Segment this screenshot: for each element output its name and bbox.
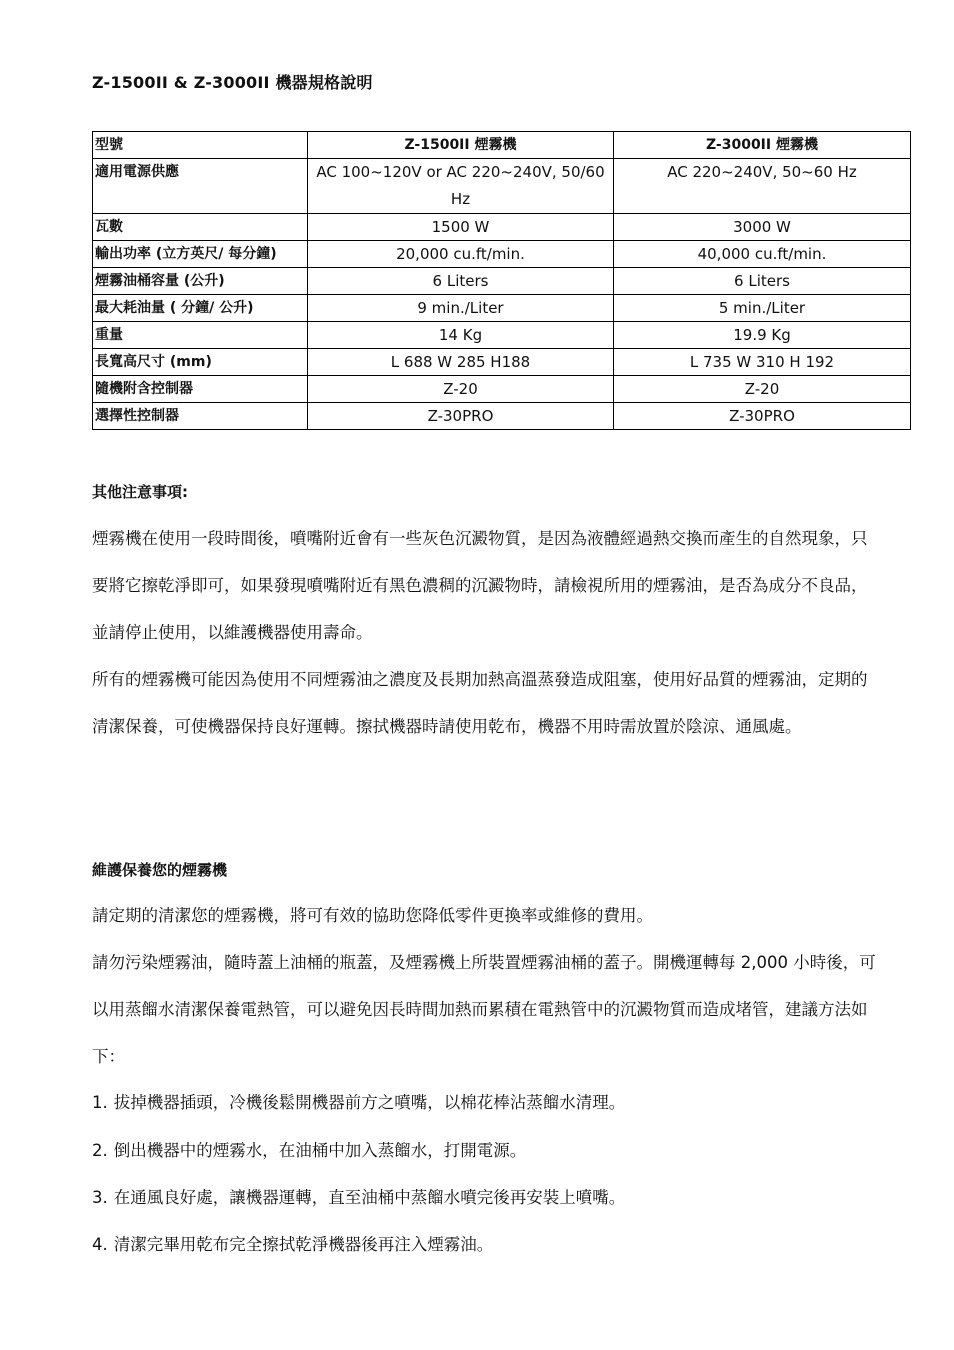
table-cell: 14 Kg (308, 322, 614, 349)
table-row (93, 349, 911, 376)
step-text: 在通風良好處，讓機器運轉，直至油桶中蒸餾水噴完後再安裝上噴嘴。 (113, 1188, 626, 1207)
table-cell: L 688 W 285 H188 (308, 349, 614, 376)
table-cell: 40,000 cu.ft/min. (614, 241, 911, 268)
table-cell: AC 220~240V, 50~60 Hz (614, 159, 911, 214)
table-row-label: 最大耗油量 ( 分鐘/ 公升) (93, 295, 308, 322)
step-number: 4. (92, 1235, 108, 1254)
maintenance-step (92, 1233, 882, 1257)
table-cell: AC 100~120V or AC 220~240V, 50/60 Hz (308, 159, 614, 214)
maintenance-step (92, 1186, 882, 1210)
table-cell: Z-20 (308, 376, 614, 403)
table-cell: Z-30PRO (614, 403, 911, 430)
table-row (93, 159, 911, 214)
table-header-cell: 型號 (93, 132, 308, 159)
table-cell: L 735 W 310 H 192 (614, 349, 911, 376)
table-row-label: 長寬高尺寸 (mm) (93, 349, 308, 376)
table-row (93, 268, 911, 295)
spec-table (92, 131, 911, 430)
table-header-row (93, 132, 911, 159)
table-row-label: 輸出功率 (立方英尺/ 每分鐘) (93, 241, 308, 268)
table-cell: Z-20 (614, 376, 911, 403)
step-text: 倒出機器中的煙霧水，在油桶中加入蒸餾水，打開電源。 (113, 1141, 527, 1160)
table-row (93, 241, 911, 268)
notes-paragraph: 所有的煙霧機可能因為使用不同煙霧油之濃度及長期加熱高溫蒸發造成阻塞，使用好品質的煙霧油，定期的清潔保養，可使機器保持良好運轉。擦拭機器時請使用乾布，機器不用時需放置於陰涼、通風處。 (92, 670, 868, 736)
table-row-label: 煙霧油桶容量 (公升) (93, 268, 308, 295)
table-cell: 3000 W (614, 214, 911, 241)
table-row-label: 重量 (93, 322, 308, 349)
table-cell: 9 min./Liter (308, 295, 614, 322)
table-header-cell: Z-3000II 煙霧機 (614, 132, 911, 159)
table-cell: 1500 W (308, 214, 614, 241)
table-cell: 6 Liters (308, 268, 614, 295)
table-cell: 20,000 cu.ft/min. (308, 241, 614, 268)
maintenance-section-title: 維護保養您的煙霧機 (92, 861, 228, 879)
maintenance-step (92, 1091, 882, 1115)
table-row-label: 隨機附含控制器 (93, 376, 308, 403)
table-row (93, 295, 911, 322)
table-cell: 6 Liters (614, 268, 911, 295)
table-row-label: 選擇性控制器 (93, 403, 308, 430)
step-number: 3. (92, 1188, 108, 1207)
table-cell: 5 min./Liter (614, 295, 911, 322)
table-row (93, 376, 911, 403)
table-row-label: 瓦數 (93, 214, 308, 241)
table-header-cell: Z-1500II 煙霧機 (308, 132, 614, 159)
table-row (93, 214, 911, 241)
table-row-label: 適用電源供應 (93, 159, 308, 214)
step-number: 1. (92, 1093, 108, 1112)
table-row (93, 403, 911, 430)
step-text: 拔掉機器插頭，冷機後鬆開機器前方之噴嘴，以棉花棒沾蒸餾水清理。 (113, 1093, 626, 1112)
maintenance-step (92, 1139, 882, 1163)
table-row (93, 322, 911, 349)
maintenance-paragraph: 請定期的清潔您的煙霧機，將可有效的協助您降低零件更換率或維修的費用。 (92, 906, 653, 925)
step-text: 清潔完畢用乾布完全擦拭乾淨機器後再注入煙霧油。 (113, 1235, 494, 1254)
step-number: 2. (92, 1141, 108, 1160)
notes-paragraph: 煙霧機在使用一段時間後，噴嘴附近會有一些灰色沉澱物質，是因為液體經過熱交換而產生的自然現象，只要將它擦乾淨即可，如果發現噴嘴附近有黑色濃稠的沉澱物時，請檢視所用的煙霧油，是否為成分不良品，並請停止使用，以維護機器使用壽命。 (92, 529, 868, 642)
document-title: Z-1500II & Z-3000II 機器規格說明 (92, 73, 373, 92)
notes-section-title: 其他注意事項: (92, 483, 188, 501)
maintenance-paragraph: 請勿污染煙霧油，隨時蓋上油桶的瓶蓋，及煙霧機上所裝置煙霧油桶的蓋子。開機運轉每 2,000 小時後，可以用蒸餾水清潔保養電熱管，可以避免因長時間加熱而累積在電熱管中的沉澱物質而造成堵管，建議方法如下： (92, 953, 876, 1066)
table-cell: Z-30PRO (308, 403, 614, 430)
table-cell: 19.9 Kg (614, 322, 911, 349)
